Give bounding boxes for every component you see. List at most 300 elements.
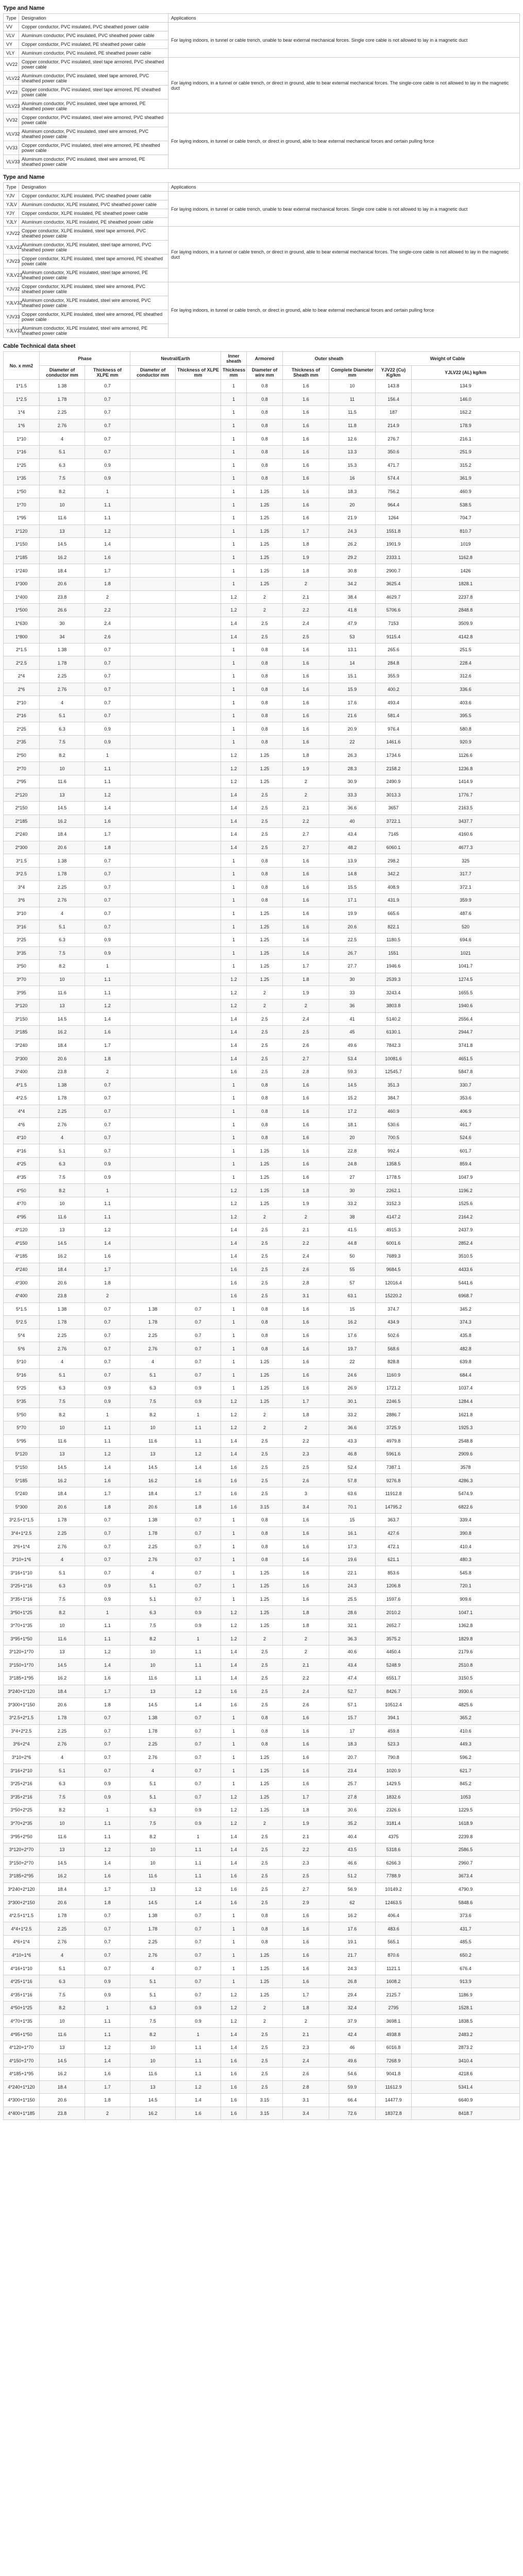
type-code: YJV — [4, 192, 19, 200]
table-cell — [130, 538, 176, 551]
table-cell: 0.8 — [247, 683, 283, 696]
table-cell: 5474.9 — [412, 1487, 520, 1500]
table-cell: 1 — [221, 538, 247, 551]
table-cell: 20.9 — [329, 722, 376, 736]
table-cell: 1.2 — [221, 1619, 247, 1632]
table-cell: 1 — [221, 722, 247, 736]
table-cell: 3*120+2*70 — [4, 1843, 40, 1856]
table-cell: 4450.4 — [376, 1646, 412, 1659]
table-row — [4, 1342, 520, 1355]
table-cell: 16.2 — [40, 2067, 85, 2081]
table-cell: 1.9 — [283, 1197, 329, 1210]
table-cell: 1.4 — [176, 2094, 221, 2107]
table-cell — [176, 999, 221, 1012]
table-cell: 1.25 — [247, 1382, 283, 1395]
table-cell: 2.9 — [283, 1896, 329, 1909]
table-cell: 10 — [130, 1646, 176, 1659]
table-cell: 1.4 — [85, 1012, 130, 1026]
table-cell: 1126.6 — [412, 749, 520, 762]
table-cell: 1.8 — [283, 749, 329, 762]
table-cell: 1.6 — [283, 1368, 329, 1382]
table-cell: 46.6 — [329, 1856, 376, 1870]
table-cell: 1.2 — [176, 2080, 221, 2094]
table-cell: 0.9 — [176, 1395, 221, 1408]
table-row — [4, 775, 520, 788]
table-cell: 1.7 — [85, 2080, 130, 2094]
table-cell: 1 — [221, 920, 247, 934]
applications-col-header: Applications — [168, 14, 520, 23]
table-cell — [130, 788, 176, 802]
table-cell: 52.4 — [329, 1461, 376, 1474]
table-cell: 1.25 — [247, 577, 283, 590]
table-cell: 312.6 — [412, 670, 520, 683]
table-cell: 1.1 — [176, 2067, 221, 2081]
table-cell: 47.4 — [329, 1672, 376, 1685]
type-col-header: Type — [4, 14, 19, 23]
table-cell: 359.9 — [412, 894, 520, 907]
table-cell: 0.9 — [85, 1382, 130, 1395]
designation: Aluminum conductor, PVC insulated, steel tape armored, PVC sheathed power cable — [19, 72, 168, 86]
table-cell: 1.6 — [283, 1936, 329, 1949]
table-cell: 1.2 — [221, 1606, 247, 1619]
table-cell: 1358.5 — [376, 1158, 412, 1171]
table-cell: 0.7 — [85, 1092, 130, 1105]
table-cell: 1.78 — [130, 1527, 176, 1540]
table-cell: 1 — [221, 1738, 247, 1751]
table-cell: 1.25 — [247, 1948, 283, 1962]
table-cell: 17.1 — [329, 894, 376, 907]
table-cell: 1.6 — [283, 880, 329, 894]
table-cell: 1.25 — [247, 1171, 283, 1184]
table-cell: 1.4 — [221, 841, 247, 854]
table-cell: 4 — [130, 1566, 176, 1580]
table-cell: 1525.6 — [412, 1197, 520, 1210]
table-cell: 4*70 — [4, 1197, 40, 1210]
table-cell: 384.7 — [376, 1092, 412, 1105]
table-cell: 2.7 — [283, 1883, 329, 1896]
table-cell: 4218.6 — [412, 2067, 520, 2081]
table-cell — [130, 1065, 176, 1078]
table-cell: 1.4 — [221, 1843, 247, 1856]
table-cell: 1 — [221, 1118, 247, 1131]
table-cell: 4 — [40, 907, 85, 920]
table-cell: 3*35+2*16 — [4, 1790, 40, 1804]
table-cell: 1047.1 — [412, 1606, 520, 1619]
table-cell: 18.4 — [40, 1263, 85, 1276]
table-cell — [130, 643, 176, 656]
table-cell: 4*400+1*185 — [4, 2107, 40, 2120]
table-cell: 4790.9 — [412, 1883, 520, 1896]
table-cell: 2586.5 — [412, 1843, 520, 1856]
table-cell: 2.5 — [247, 1487, 283, 1500]
table-cell: 0.7 — [176, 1553, 221, 1566]
table-cell: 7387.1 — [376, 1461, 412, 1474]
table-cell: 1.6 — [283, 1592, 329, 1606]
table-cell: 1 — [221, 1592, 247, 1606]
table-row — [4, 1316, 520, 1329]
table-cell: 34 — [40, 630, 85, 643]
table-cell: 427.6 — [376, 1527, 412, 1540]
table-cell — [176, 802, 221, 815]
table-cell: 5.1 — [40, 1144, 85, 1158]
table-row — [4, 432, 520, 446]
table-cell: 1.6 — [283, 472, 329, 485]
table-cell — [130, 393, 176, 406]
table-row — [4, 1698, 520, 1711]
table-cell — [130, 1276, 176, 1290]
table-cell: 17.6 — [329, 1922, 376, 1936]
table-cell — [176, 1184, 221, 1197]
table-cell: 373.6 — [412, 1909, 520, 1922]
table-cell: 1284.4 — [412, 1395, 520, 1408]
table-cell: 1 — [221, 551, 247, 564]
table-cell: 30 — [329, 973, 376, 986]
table-cell: 2.2 — [283, 1843, 329, 1856]
table-row — [4, 2107, 520, 2120]
table-cell: 1 — [221, 1777, 247, 1790]
table-cell: 5*1.5 — [4, 1302, 40, 1316]
type-code: YJLV32 — [4, 296, 19, 310]
table-cell: 30 — [329, 1184, 376, 1197]
table-cell: 568.6 — [376, 1342, 412, 1355]
table-cell: 1*16 — [4, 445, 40, 459]
table-cell: 434.9 — [376, 1316, 412, 1329]
table-cell: 1.2 — [221, 1790, 247, 1804]
table-cell: 33.2 — [329, 1197, 376, 1210]
table-cell: 1 — [221, 933, 247, 946]
table-cell: 3243.4 — [376, 986, 412, 999]
table-cell: 14.5 — [40, 538, 85, 551]
table-cell: 59.3 — [329, 1065, 376, 1078]
table-cell — [130, 696, 176, 709]
table-cell: 1.4 — [85, 1461, 130, 1474]
table-row — [4, 113, 520, 127]
table-cell: 0.8 — [247, 1527, 283, 1540]
table-cell — [130, 736, 176, 749]
table-cell: 1.6 — [283, 1751, 329, 1764]
table-cell: 4*4+1*2.5 — [4, 1922, 40, 1936]
table-row — [4, 1896, 520, 1909]
table-cell — [130, 907, 176, 920]
table-cell: 1.1 — [85, 511, 130, 524]
table-row — [4, 1065, 520, 1078]
table-cell: 7.5 — [40, 1592, 85, 1606]
table-cell: 29.2 — [329, 551, 376, 564]
table-cell: 1121.1 — [376, 1962, 412, 1975]
table-cell: 390.8 — [412, 1527, 520, 1540]
table-cell: 3.15 — [247, 1500, 283, 1514]
table-cell: 11.6 — [40, 511, 85, 524]
table-cell: 581.4 — [376, 709, 412, 722]
table-cell: 0.8 — [247, 1909, 283, 1922]
table-cell: 1.6 — [283, 683, 329, 696]
table-cell: 10 — [40, 1817, 85, 1830]
table-cell: 1925.3 — [412, 1421, 520, 1434]
table-cell: 1*400 — [4, 590, 40, 604]
table-cell: 2.6 — [283, 2067, 329, 2081]
table-cell: 1.6 — [283, 1764, 329, 1777]
table-cell: 33.3 — [329, 788, 376, 802]
table-row — [4, 2067, 520, 2081]
table-cell: 1.1 — [176, 2041, 221, 2054]
table-cell: 1.4 — [85, 1856, 130, 1870]
table-cell — [130, 630, 176, 643]
table-row — [4, 1711, 520, 1724]
table-cell: 2*185 — [4, 815, 40, 828]
table-cell: 1 — [221, 393, 247, 406]
table-cell: 2.5 — [247, 1870, 283, 1883]
table-cell: 7788.9 — [376, 1870, 412, 1883]
table-cell: 7.5 — [40, 1171, 85, 1184]
table-cell: 0.9 — [176, 2002, 221, 2015]
application: For laying indoors, in a tunnel or cable trench, or direct in ground, able to bear external mechanical forces. The single-core cable is not allowed to lay in the magnetic duct — [168, 227, 520, 282]
table-cell — [130, 445, 176, 459]
table-cell: 2 — [247, 590, 283, 604]
table-cell: 1.25 — [247, 1751, 283, 1764]
table-cell: 2 — [283, 775, 329, 788]
table-cell: 6266.3 — [376, 1856, 412, 1870]
type-code: YJV23 — [4, 255, 19, 268]
table-cell: 10081.6 — [376, 1052, 412, 1065]
table-row — [4, 1619, 520, 1632]
table-cell: 38 — [329, 1210, 376, 1224]
table-cell: 1 — [221, 419, 247, 432]
designation: Copper conductor, PVC insulated, steel wire armored, PE sheathed power cable — [19, 141, 168, 155]
table-row — [4, 1052, 520, 1065]
table-cell: 20 — [329, 1131, 376, 1144]
table-cell: 5.1 — [130, 1790, 176, 1804]
table-cell: 4*150 — [4, 1236, 40, 1250]
table-cell: 4*2.5 — [4, 1092, 40, 1105]
table-cell: 1 — [221, 1527, 247, 1540]
table-cell: 3*10+2*6 — [4, 1751, 40, 1764]
table-cell: 0.7 — [85, 1764, 130, 1777]
table-cell: 0.8 — [247, 1342, 283, 1355]
table-cell: 363.7 — [376, 1514, 412, 1527]
table-cell: 5.1 — [130, 1975, 176, 1988]
designation: Copper conductor, XLPE insulated, steel tape armored, PVC sheathed power cable — [19, 227, 168, 241]
table-cell: 1.1 — [176, 1843, 221, 1856]
type-code: VLV33 — [4, 155, 19, 169]
table-cell: 1*70 — [4, 498, 40, 512]
table-cell: 621.7 — [412, 1764, 520, 1777]
table-cell: 6.3 — [40, 1580, 85, 1593]
table-row — [4, 1751, 520, 1764]
table-cell: 22.5 — [329, 933, 376, 946]
table-cell: 14.5 — [40, 1236, 85, 1250]
table-cell: 11.6 — [130, 1870, 176, 1883]
table-cell: 1.6 — [283, 1514, 329, 1527]
table-cell: 395.5 — [412, 709, 520, 722]
table-cell: 41.5 — [329, 1224, 376, 1237]
table-cell: 704.7 — [412, 511, 520, 524]
table-cell: 7842.3 — [376, 1039, 412, 1052]
sub-header: Diameter of conductor mm — [40, 366, 85, 380]
table-cell: 1 — [221, 1105, 247, 1118]
table-row — [4, 986, 520, 999]
table-cell: 1838.5 — [412, 2014, 520, 2028]
sub-header: Diameter of conductor mm — [130, 366, 176, 380]
table-cell: 70.1 — [329, 1500, 376, 1514]
table-cell — [130, 973, 176, 986]
table-cell: 431.7 — [412, 1922, 520, 1936]
table-cell — [176, 1289, 221, 1302]
table-row — [4, 1514, 520, 1527]
table-cell: 1.8 — [85, 841, 130, 854]
table-cell — [176, 762, 221, 775]
table-cell: 3*50 — [4, 960, 40, 973]
table-cell: 4*185 — [4, 1250, 40, 1263]
table-cell: 2*120 — [4, 788, 40, 802]
designation: Copper conductor, XLPE insulated, PVC sheathed power cable — [19, 192, 168, 200]
table-cell: 459.8 — [376, 1724, 412, 1738]
table-cell: 2944.7 — [412, 1026, 520, 1039]
table-cell: 1.2 — [85, 788, 130, 802]
table-cell: 1 — [221, 1764, 247, 1777]
table-cell: 1053 — [412, 1790, 520, 1804]
table-cell — [176, 590, 221, 604]
table-cell: 1196.2 — [412, 1184, 520, 1197]
table-cell: 1.1 — [85, 1817, 130, 1830]
table-cell: 2.5 — [247, 1263, 283, 1276]
table-cell — [176, 670, 221, 683]
table-cell: 1.6 — [283, 907, 329, 920]
table-cell: 0.8 — [247, 1724, 283, 1738]
table-cell: 2.4 — [283, 2054, 329, 2067]
table-cell: 17.2 — [329, 1105, 376, 1118]
table-cell: 1 — [176, 1632, 221, 1646]
table-cell: 2.5 — [247, 828, 283, 841]
table-row — [4, 1236, 520, 1250]
table-cell: 1.2 — [221, 749, 247, 762]
table-cell: 4938.8 — [376, 2028, 412, 2041]
table-cell: 1.4 — [221, 617, 247, 630]
table-cell: 4 — [130, 1962, 176, 1975]
table-cell: 676.4 — [412, 1962, 520, 1975]
table-cell: 1.9 — [283, 986, 329, 999]
table-cell — [130, 1158, 176, 1171]
table-row — [4, 1632, 520, 1646]
table-cell: 0.7 — [85, 696, 130, 709]
table-cell: 431.9 — [376, 894, 412, 907]
table-cell: 21.7 — [329, 1948, 376, 1962]
table-cell: 66.4 — [329, 2094, 376, 2107]
table-cell: 3*4 — [4, 880, 40, 894]
table-cell: 26.9 — [329, 1382, 376, 1395]
table-cell: 0.8 — [247, 445, 283, 459]
table-row — [4, 960, 520, 973]
table-cell: 2.5 — [247, 815, 283, 828]
table-cell: 2909.6 — [412, 1448, 520, 1461]
type-code: VLV32 — [4, 127, 19, 141]
table-cell — [176, 1210, 221, 1224]
table-cell: 1*25 — [4, 459, 40, 472]
table-cell — [130, 485, 176, 498]
table-cell: 2652.7 — [376, 1619, 412, 1632]
table-cell: 3*95 — [4, 986, 40, 999]
table-cell: 1.25 — [247, 762, 283, 775]
table-cell: 3410.4 — [412, 2054, 520, 2067]
table-cell: 3*25+1*16 — [4, 1580, 40, 1593]
table-cell: 853.6 — [376, 1566, 412, 1580]
table-cell — [130, 999, 176, 1012]
table-cell: 15.2 — [329, 1092, 376, 1105]
table-row — [4, 406, 520, 419]
designation: Copper conductor, XLPE insulated, steel wire armored, PE sheathed power cable — [19, 310, 168, 324]
table-cell: 13.1 — [329, 643, 376, 656]
table-row — [4, 722, 520, 736]
table-cell: 460.9 — [412, 485, 520, 498]
table-cell: 4*4 — [4, 1105, 40, 1118]
table-cell: 2326.6 — [376, 1804, 412, 1817]
table-cell: 40.4 — [329, 1830, 376, 1843]
table-cell: 42.4 — [329, 2028, 376, 2041]
table-cell: 1.6 — [283, 1092, 329, 1105]
table-cell: 1.4 — [221, 1224, 247, 1237]
type-code: YJV22 — [4, 227, 19, 241]
table-cell: 480.3 — [412, 1553, 520, 1566]
table-cell: 1829.8 — [412, 1632, 520, 1646]
table-cell: 0.9 — [85, 459, 130, 472]
table-cell: 36.6 — [329, 802, 376, 815]
table-cell: 1.8 — [85, 577, 130, 590]
table-cell: 63.1 — [329, 1289, 376, 1302]
table-cell: 1946.6 — [376, 960, 412, 973]
table-cell: 35.2 — [329, 1817, 376, 1830]
table-cell: 40 — [329, 815, 376, 828]
table-cell: 0.8 — [247, 670, 283, 683]
table-cell: 3*2.5 — [4, 867, 40, 880]
table-cell: 1 — [221, 1078, 247, 1092]
table-cell: 2490.9 — [376, 775, 412, 788]
application: For laying indoors, in tunnel or cable trench, or direct in ground, able to bear external mechanical forces and certain pulling force — [168, 282, 520, 338]
table-cell: 822.1 — [376, 920, 412, 934]
table-cell: 5.1 — [130, 1592, 176, 1606]
table-cell: 3*50+1*25 — [4, 1606, 40, 1619]
table-cell — [130, 1171, 176, 1184]
table-cell: 6.3 — [40, 1382, 85, 1395]
table-cell: 0.7 — [176, 1790, 221, 1804]
table-cell: 13 — [40, 1448, 85, 1461]
table-cell: 1 — [221, 1355, 247, 1368]
table-cell: 16.2 — [329, 1909, 376, 1922]
table-row — [4, 472, 520, 485]
table-cell: 10 — [329, 380, 376, 393]
table-cell: 1.25 — [247, 524, 283, 538]
table-cell: 0.8 — [247, 1329, 283, 1342]
table-cell: 25.7 — [329, 1777, 376, 1790]
table-cell: 394.1 — [376, 1711, 412, 1724]
table-cell: 1*300 — [4, 577, 40, 590]
table-cell: 1*120 — [4, 524, 40, 538]
table-cell: 0.7 — [85, 1105, 130, 1118]
table-cell — [176, 1144, 221, 1158]
table-cell: 0.7 — [85, 1553, 130, 1566]
table-cell: 251.5 — [412, 643, 520, 656]
table-cell: 1.8 — [283, 973, 329, 986]
table-cell: 24.8 — [329, 1158, 376, 1171]
table-cell: 1.78 — [130, 1316, 176, 1329]
table-cell — [130, 551, 176, 564]
table-cell: 1.25 — [247, 1197, 283, 1210]
table-cell: 4*35+1*16 — [4, 1988, 40, 2002]
table-cell: 530.6 — [376, 1118, 412, 1131]
table-cell: 19.6 — [329, 1553, 376, 1566]
table-row — [4, 894, 520, 907]
table-cell: 1.2 — [221, 1632, 247, 1646]
table-cell — [176, 880, 221, 894]
table-cell: 0.7 — [85, 380, 130, 393]
